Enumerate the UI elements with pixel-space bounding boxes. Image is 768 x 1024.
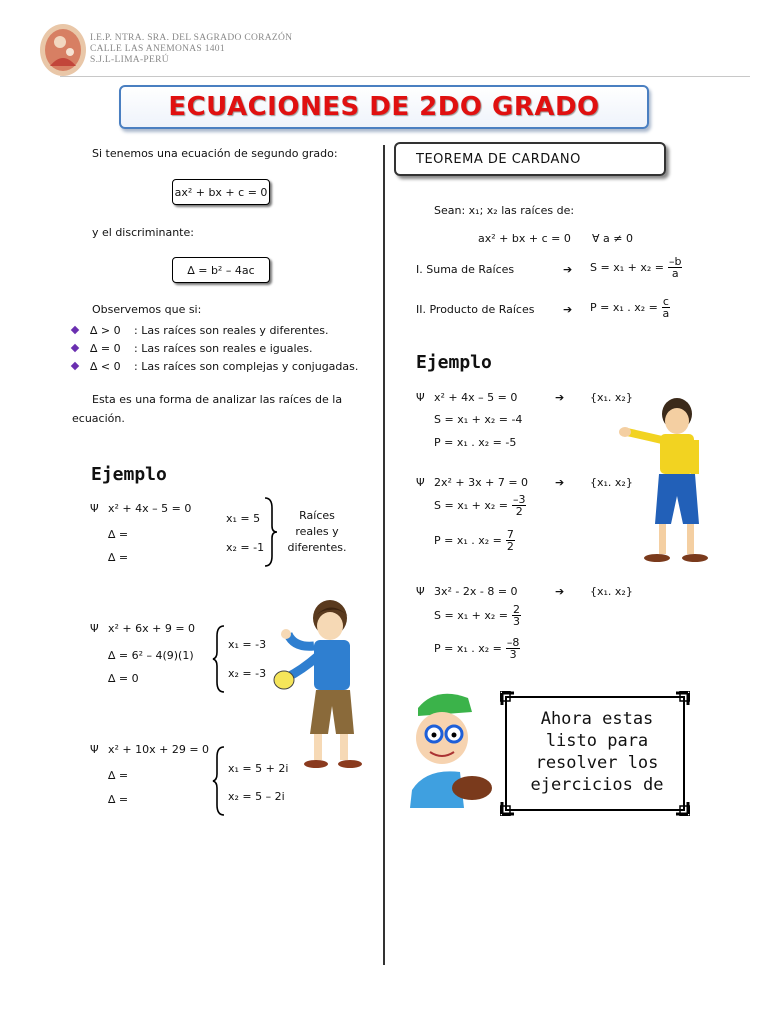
- case-description: : Las raíces son reales e iguales.: [134, 341, 313, 355]
- diamond-bullet-icon: [71, 362, 79, 370]
- fraction: [662, 296, 670, 319]
- diamond-bullet-icon: [71, 326, 79, 334]
- arrow-right-icon: ➔: [555, 585, 565, 598]
- product-lhs: P = x₁ . x₂ =: [434, 534, 502, 547]
- fraction-denominator: 3: [509, 648, 517, 661]
- fraction-denominator: a: [662, 307, 670, 320]
- example-equation: 3x² - 2x - 8 = 0: [434, 585, 518, 598]
- fraction: [512, 494, 527, 517]
- motivation-text: Ahora estas listo para resolver los ejercicios de: [530, 709, 664, 795]
- fraction-numerator: –8: [506, 636, 520, 649]
- school-name: I.E.P. NTRA. SRA. DEL SAGRADO CORAZÓN: [90, 33, 293, 43]
- fraction-numerator: –3: [512, 493, 526, 506]
- case-description: : Las raíces son complejas y conjugadas.: [134, 359, 359, 373]
- root-x2: x₂ = 5 – 2i: [228, 790, 285, 803]
- case-list: [72, 321, 358, 375]
- discriminant-step: ∆ =: [108, 551, 129, 564]
- root-x1: x₁ = 5: [226, 512, 261, 525]
- discriminant-step: ∆ =: [108, 769, 129, 782]
- discriminant-step: ∆ =: [108, 793, 129, 806]
- left-example-heading: Ejemplo: [91, 464, 167, 485]
- sum-lhs: S = x₁ + x₂ =: [434, 609, 508, 622]
- right-brace-icon: [262, 496, 278, 568]
- boy-pointing-illustration: [615, 396, 715, 566]
- discriminant-intro: y el discriminante:: [92, 226, 194, 239]
- boy-with-glasses-illustration: [406, 690, 502, 814]
- case-condition: ∆ > 0: [90, 323, 121, 337]
- discriminant-step: ∆ = 0: [108, 672, 139, 685]
- roots-note: [282, 508, 352, 556]
- paragraph-line: ecuación.: [72, 412, 125, 425]
- sum-result: [434, 494, 526, 517]
- fraction-denominator: 2: [506, 540, 514, 553]
- column-divider: [383, 145, 385, 965]
- arrow-right-icon: ➔: [555, 476, 565, 489]
- cardano-equation: ax² + bx + c = 0: [478, 232, 571, 245]
- product-formula: [590, 296, 670, 319]
- fraction-numerator: c: [662, 295, 669, 308]
- psi-icon: Ψ: [416, 585, 425, 598]
- example-equation: x² + 6x + 9 = 0: [108, 622, 196, 635]
- case-item: [72, 339, 358, 357]
- discriminant-box: [172, 257, 270, 283]
- fraction: [506, 637, 521, 660]
- school-header: [90, 33, 292, 66]
- example-equation: 2x² + 3x + 7 = 0: [434, 476, 529, 489]
- arrow-right-icon: ➔: [563, 303, 573, 316]
- fraction: [512, 604, 521, 627]
- left-brace-icon: [212, 745, 226, 817]
- case-description: : Las raíces son reales y diferentes.: [134, 323, 329, 337]
- right-example-heading: Ejemplo: [416, 352, 492, 373]
- fraction-numerator: –b: [668, 255, 682, 268]
- discriminant-step: ∆ = 6² – 4(9)(1): [108, 649, 194, 662]
- arrow-right-icon: ➔: [555, 391, 565, 404]
- fraction-denominator: a: [671, 267, 679, 280]
- page-title: ECUACIONES DE 2DO GRADO: [168, 92, 600, 122]
- roots-statement: Sean: x₁; x₂ las raíces de:: [434, 204, 575, 217]
- paragraph-line: Esta es una forma de analizar las raíces de la: [92, 393, 343, 406]
- title-banner: [119, 85, 649, 129]
- case-condition: ∆ = 0: [90, 341, 121, 355]
- root-x1: x₁ = -3: [228, 638, 267, 651]
- discriminant-formula: ∆ = b² – 4ac: [187, 263, 255, 277]
- root-set: {x₁. x₂}: [590, 391, 633, 404]
- roots-note-line: reales y: [295, 525, 339, 538]
- school-logo: [38, 22, 88, 78]
- general-equation-box: [172, 179, 270, 205]
- boy-holding-ball-illustration: [270, 596, 370, 772]
- intro-text: Si tenemos una ecuación de segundo grado:: [92, 147, 338, 160]
- roots-note-line: Raíces: [299, 509, 335, 522]
- sum-label: I. Suma de Raíces: [416, 263, 515, 276]
- sum-result: S = x₁ + x₂ = -4: [434, 413, 523, 426]
- sum-formula: [590, 256, 682, 279]
- fraction-numerator: 7: [506, 528, 514, 541]
- case-condition: ∆ < 0: [90, 359, 121, 373]
- root-set: {x₁. x₂}: [590, 585, 633, 598]
- psi-icon: Ψ: [90, 502, 99, 515]
- sum-result: [434, 604, 521, 627]
- psi-icon: Ψ: [416, 391, 425, 404]
- left-brace-icon: [212, 624, 226, 694]
- sum-lhs: S = x₁ + x₂ =: [434, 499, 508, 512]
- root-x1: x₁ = 5 + 2i: [228, 762, 289, 775]
- fraction-denominator: 3: [512, 615, 520, 628]
- fraction: [506, 529, 515, 552]
- roots-note-line: diferentes.: [287, 541, 347, 554]
- product-label: II. Producto de Raíces: [416, 303, 535, 316]
- observe-text: Observemos que si:: [92, 303, 202, 316]
- root-x2: x₂ = -3: [228, 667, 267, 680]
- case-item: [72, 357, 358, 375]
- example-equation: x² + 4x – 5 = 0: [434, 391, 518, 404]
- product-result: [434, 637, 520, 660]
- case-item: [72, 321, 358, 339]
- root-set: {x₁. x₂}: [590, 476, 633, 489]
- example-equation: x² + 4x – 5 = 0: [108, 502, 192, 515]
- arrow-right-icon: ➔: [563, 263, 573, 276]
- psi-icon: Ψ: [416, 476, 425, 489]
- diamond-bullet-icon: [71, 344, 79, 352]
- fraction: [668, 256, 682, 279]
- discriminant-step: ∆ =: [108, 528, 129, 541]
- product-lhs: P = x₁ . x₂ =: [590, 301, 658, 314]
- example-equation: x² + 10x + 29 = 0: [108, 743, 210, 756]
- school-address: CALLE LAS ANEMONAS 1401: [90, 44, 225, 54]
- fraction-numerator: 2: [512, 603, 520, 616]
- cardano-condition: ∀ a ≠ 0: [592, 232, 633, 245]
- product-result: P = x₁ . x₂ = -5: [434, 436, 517, 449]
- psi-icon: Ψ: [90, 622, 99, 635]
- cardano-title: TEOREMA DE CARDANO: [416, 151, 581, 167]
- root-x2: x₂ = -1: [226, 541, 265, 554]
- sum-lhs: S = x₁ + x₂ =: [590, 261, 664, 274]
- cardano-title-box: [394, 142, 666, 176]
- school-location: S.J.L-LIMA-PERÚ: [90, 55, 169, 65]
- fraction-denominator: 2: [515, 505, 523, 518]
- header-rule: [60, 76, 750, 77]
- general-equation: ax² + bx + c = 0: [174, 185, 268, 199]
- product-lhs: P = x₁ . x₂ =: [434, 642, 502, 655]
- product-result: [434, 529, 515, 552]
- psi-icon: Ψ: [90, 743, 99, 756]
